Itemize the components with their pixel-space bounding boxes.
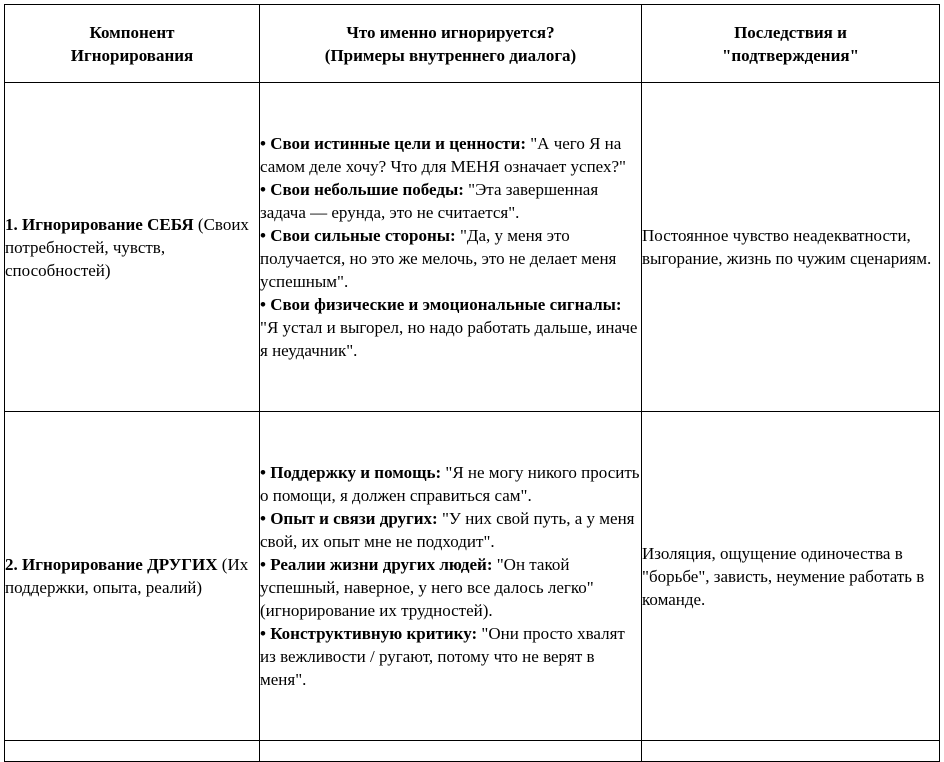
- component-cell: 1. Игнорирование СЕБЯ (Своих потребностей, чувств, способностей): [5, 83, 260, 412]
- consequences-cell: Изоляция, ощущение одиночества в "борьбе", зависть, неумение работать в команде.: [642, 412, 940, 741]
- example-item: • Свои физические и эмоциональные сигналы: "Я устал и выгорел, но надо работать дальше, иначе я неудачник".: [260, 295, 638, 360]
- consequences-cell: Постоянное чувство неадекватности, выгорание, жизнь по чужим сценариям.: [642, 83, 940, 412]
- example-item: • Свои истинные цели и ценности: "А чего Я на самом деле хочу? Что для МЕНЯ означает успех?": [260, 134, 626, 176]
- table-row: [5, 83, 940, 412]
- example-item: • Опыт и связи других: "У них свой путь, а у меня свой, их опыт мне не подходит".: [260, 509, 635, 551]
- table-row: [5, 412, 940, 741]
- example-item: • Свои небольшие победы: "Эта завершенная задача — ерунда, это не считается".: [260, 180, 599, 222]
- examples-cell: [260, 83, 642, 412]
- examples-cell: [260, 412, 642, 741]
- example-item: • Свои сильные стороны: "Да, у меня это получается, но это же мелочь, это не делает меня успешным".: [260, 226, 617, 291]
- component-cell: 2. Игнорирование ДРУГИХ (Их поддержки, опыта, реалий): [5, 412, 260, 741]
- ignoring-table: [4, 4, 940, 762]
- header-consequences: Последствия и "подтверждения": [642, 5, 940, 83]
- header-row: [5, 5, 940, 83]
- example-item: • Поддержку и помощь: "Я не могу никого просить о помощи, я должен справиться сам".: [260, 463, 640, 505]
- example-item: • Конструктивную критику: "Они просто хвалят из вежливости / ругают, потому что не верят в меня".: [260, 624, 625, 689]
- header-what-ignored: Что именно игнорируется? (Примеры внутреннего диалога): [260, 5, 642, 83]
- table-row-partial: [5, 741, 940, 762]
- header-component: Компонент Игнорирования: [5, 5, 260, 83]
- example-item: • Реалии жизни других людей: "Он такой успешный, наверное, у него все далось легко" (игнорирование их трудностей).: [260, 555, 594, 620]
